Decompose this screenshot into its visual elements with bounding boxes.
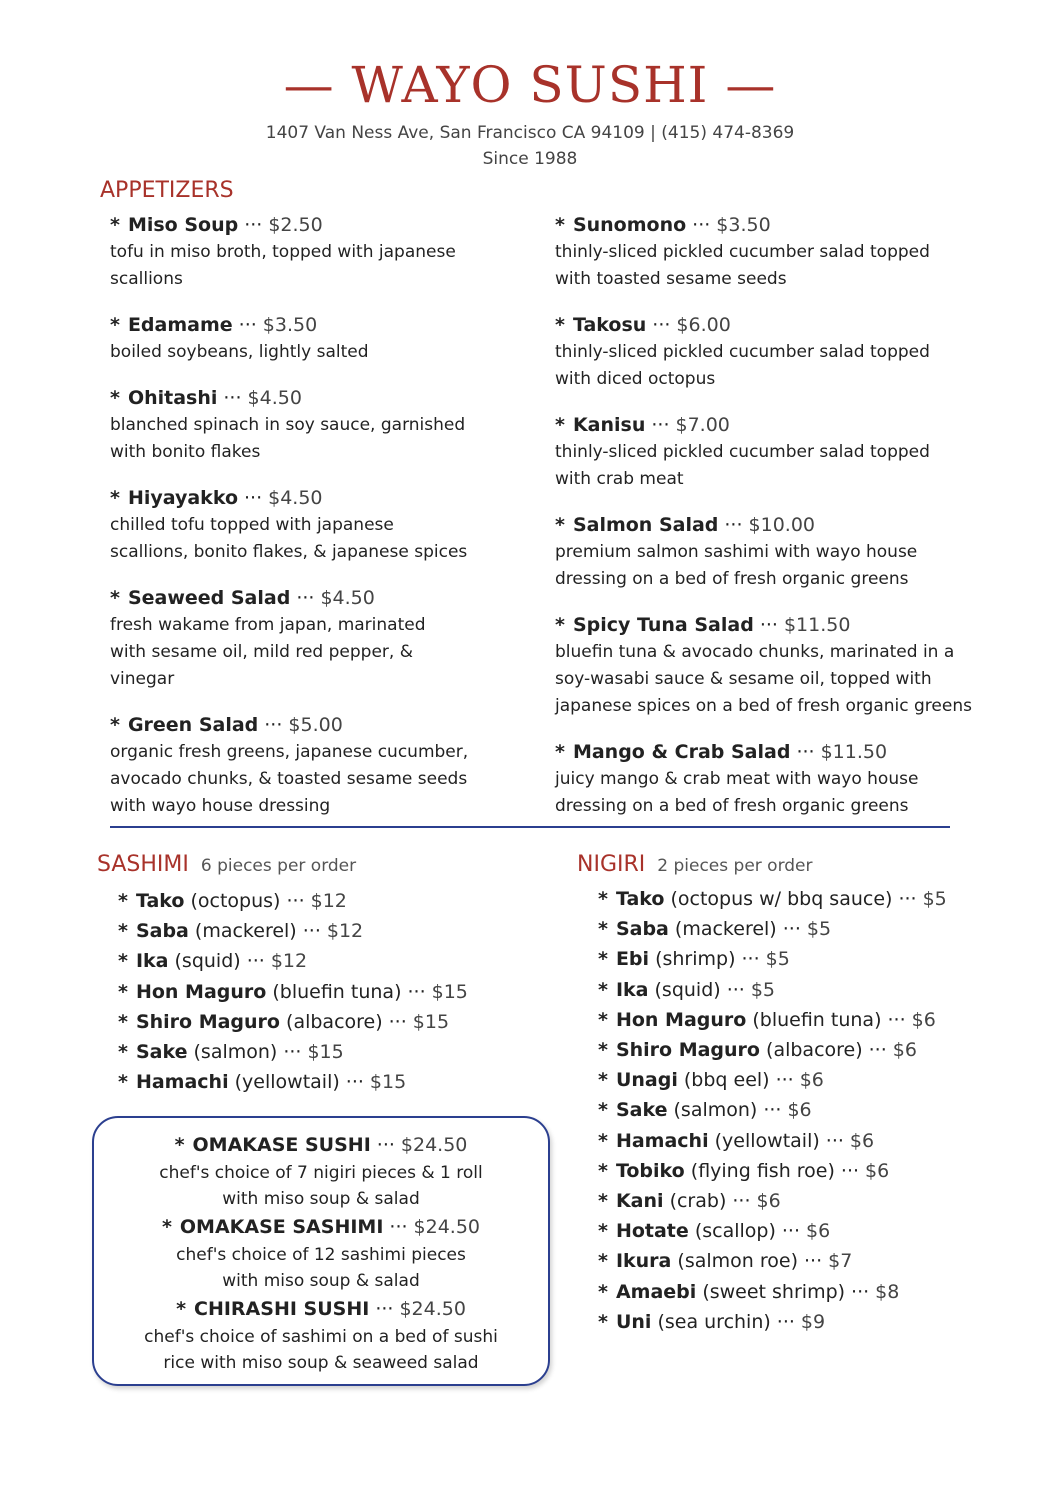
list-item-detail: (bluefin tuna) xyxy=(272,980,402,1003)
menu-item-description: bluefin tuna & avocado chunks, marinated in a soy-wasabi sauce & sesame oil, topped with japanese spices on a bed of fresh organic greens xyxy=(555,642,972,716)
dots-separator: ··· xyxy=(759,614,778,636)
star-icon: * xyxy=(598,1008,608,1031)
dots-separator: ··· xyxy=(376,1134,395,1156)
menu-item-title xyxy=(110,584,530,612)
dots-separator: ··· xyxy=(796,741,815,763)
menu-item-price: $11.50 xyxy=(783,614,851,636)
star-icon: * xyxy=(110,714,120,736)
menu-item-price: $5.00 xyxy=(288,714,343,736)
menu-item xyxy=(110,311,530,366)
list-item-price: $6 xyxy=(799,1069,824,1092)
dots-separator: ··· xyxy=(868,1039,887,1062)
menu-item-name: Kanisu xyxy=(572,414,646,436)
list-item-name: Kani xyxy=(615,1190,664,1213)
omakase-item-title xyxy=(94,1294,548,1324)
menu-item-description: blanched spinach in soy sauce, garnished with bonito flakes xyxy=(110,415,466,462)
menu-item xyxy=(555,411,975,493)
list-item-price: $5 xyxy=(765,948,790,971)
appetizers-right-column xyxy=(555,211,975,838)
dots-separator: ··· xyxy=(763,1099,782,1122)
list-item-name: Hotate xyxy=(615,1220,689,1243)
menu-item xyxy=(110,711,530,820)
list-item-name: Saba xyxy=(615,918,669,941)
restaurant-title: — WAYO SUSHI — xyxy=(283,56,777,114)
list-item xyxy=(598,1216,947,1246)
list-item-price: $8 xyxy=(875,1280,900,1303)
omakase-item-name: OMAKASE SASHIMI xyxy=(179,1216,384,1238)
star-icon: * xyxy=(110,314,120,336)
dots-separator: ··· xyxy=(238,314,257,336)
omakase-box xyxy=(92,1116,550,1386)
menu-item-description: chilled tofu topped with japanese scallions, bonito flakes, & japanese spices xyxy=(110,515,468,562)
appetizers-title: APPETIZERS xyxy=(100,178,234,203)
dots-separator: ··· xyxy=(782,918,801,941)
restaurant-since: Since 1988 xyxy=(482,149,578,169)
dots-separator: ··· xyxy=(302,920,321,943)
list-item-price: $7 xyxy=(828,1250,853,1273)
menu-item-price: $4.50 xyxy=(320,587,375,609)
menu-item-price: $4.50 xyxy=(268,487,323,509)
star-icon: * xyxy=(118,980,128,1003)
list-item-price: $5 xyxy=(750,978,775,1001)
list-item-detail: (yellowtail) xyxy=(714,1129,820,1152)
menu-item-price: $4.50 xyxy=(247,387,302,409)
list-item-detail: (shrimp) xyxy=(655,948,736,971)
star-icon: * xyxy=(110,387,120,409)
list-item-detail: (yellowtail) xyxy=(234,1071,340,1094)
menu-item-price: $3.50 xyxy=(262,314,318,336)
list-item-price: $5 xyxy=(806,918,832,941)
list-item-detail: (salmon) xyxy=(193,1041,278,1064)
menu-item-description: tofu in miso broth, topped with japanese scallions xyxy=(110,242,456,289)
menu-item xyxy=(555,211,975,293)
menu-item-description: thinly-sliced pickled cucumber salad topped with toasted sesame seeds xyxy=(555,242,930,289)
menu-item-description: thinly-sliced pickled cucumber salad topped with crab meat xyxy=(555,442,930,489)
list-item-detail: (salmon roe) xyxy=(677,1250,798,1273)
dots-separator: ··· xyxy=(375,1298,394,1320)
star-icon: * xyxy=(118,890,128,912)
menu-item-price: $11.50 xyxy=(820,741,888,763)
menu-item-name: Salmon Salad xyxy=(572,514,719,536)
list-item-price: $6 xyxy=(806,1220,831,1243)
list-item xyxy=(118,886,468,916)
star-icon: * xyxy=(118,950,128,973)
menu-item-price: $6.00 xyxy=(676,314,731,336)
list-item-price: $6 xyxy=(787,1099,812,1122)
menu-item-price: $3.50 xyxy=(716,214,771,236)
dots-separator: ··· xyxy=(781,1220,800,1243)
star-icon: * xyxy=(555,314,565,336)
menu-item xyxy=(110,484,530,566)
restaurant-address: 1407 Van Ness Ave, San Francisco CA 94109 | (415) 474-8369 xyxy=(265,123,795,143)
menu-item xyxy=(555,311,975,393)
menu-item-title xyxy=(555,311,975,339)
list-item xyxy=(118,977,468,1007)
list-item-detail: (scallop) xyxy=(694,1220,776,1243)
dots-separator: ··· xyxy=(840,1159,860,1182)
list-item xyxy=(598,884,947,914)
menu-item-name: Spicy Tuna Salad xyxy=(572,614,754,636)
list-item-price: $15 xyxy=(369,1071,407,1094)
list-item xyxy=(598,1065,947,1095)
dots-separator: ··· xyxy=(775,1069,794,1092)
appetizers-left-column xyxy=(110,211,530,838)
list-item-detail: (sea urchin) xyxy=(657,1310,771,1333)
list-item xyxy=(118,1007,468,1037)
list-item-name: Hamachi xyxy=(615,1129,709,1152)
star-icon: * xyxy=(110,487,120,509)
menu-item-description: premium salmon sashimi with wayo house dressing on a bed of fresh organic greens xyxy=(555,542,918,589)
menu-item-title xyxy=(555,611,975,639)
list-item xyxy=(598,1277,947,1307)
star-icon: * xyxy=(598,1069,608,1092)
star-icon: * xyxy=(555,614,565,636)
menu-item-title xyxy=(110,484,530,512)
list-item-detail: (bluefin tuna) xyxy=(752,1008,882,1031)
star-icon: * xyxy=(176,1298,187,1320)
list-item-price: $6 xyxy=(865,1159,890,1182)
list-item-detail: (flying fish roe) xyxy=(690,1159,835,1182)
menu-item xyxy=(110,211,530,293)
menu-item xyxy=(555,611,975,720)
list-item-price: $15 xyxy=(431,980,468,1003)
list-item-detail: (bbq eel) xyxy=(683,1069,770,1092)
list-item-name: Ikura xyxy=(615,1250,672,1273)
menu-item-price: $7.00 xyxy=(675,414,730,436)
dots-separator: ··· xyxy=(825,1129,844,1152)
sashimi-title: SASHIMI xyxy=(97,852,189,877)
menu-item-description: organic fresh greens, japanese cucumber, avocado chunks, & toasted sesame seeds with wayo house dressing xyxy=(110,742,469,816)
dots-separator: ··· xyxy=(652,314,671,336)
list-item-detail: (mackerel) xyxy=(674,918,777,941)
list-item-price: $15 xyxy=(307,1041,344,1064)
omakase-item-title xyxy=(94,1212,548,1242)
omakase-item-name: CHIRASHI SUSHI xyxy=(194,1298,370,1320)
menu-item-description: fresh wakame from japan, marinated with sesame oil, mild red pepper, & vinegar xyxy=(110,615,426,689)
menu-item-name: Green Salad xyxy=(127,714,259,736)
list-item xyxy=(598,1307,947,1337)
omakase-item-description: chef's choice of sashimi on a bed of sushi rice with miso soup & seaweed salad xyxy=(144,1327,498,1373)
list-item-name: Sake xyxy=(615,1099,668,1122)
dots-separator: ··· xyxy=(389,1216,408,1238)
menu-item-name: Takosu xyxy=(572,314,647,336)
list-item-price: $6 xyxy=(892,1039,917,1062)
menu-item-name: Mango & Crab Salad xyxy=(572,741,791,763)
nigiri-list xyxy=(598,884,947,1337)
star-icon: * xyxy=(598,978,608,1001)
list-item xyxy=(118,1067,468,1097)
omakase-item-price: $24.50 xyxy=(400,1134,468,1156)
list-item-name: Tobiko xyxy=(615,1159,685,1182)
star-icon: * xyxy=(555,514,565,536)
star-icon: * xyxy=(598,948,608,971)
list-item-price: $15 xyxy=(412,1010,450,1033)
list-item xyxy=(598,1126,947,1156)
menu-item-name: Sunomono xyxy=(572,214,687,236)
list-item-detail: (octopus) xyxy=(190,890,281,912)
list-item xyxy=(598,1095,947,1125)
menu-item-description: thinly-sliced pickled cucumber salad topped with diced octopus xyxy=(555,342,930,389)
star-icon: * xyxy=(161,1216,172,1238)
star-icon: * xyxy=(598,1250,608,1273)
list-item xyxy=(118,916,468,946)
star-icon: * xyxy=(555,414,565,436)
list-item-name: Saba xyxy=(135,920,189,943)
list-item-price: $6 xyxy=(911,1008,936,1031)
dots-separator: ··· xyxy=(776,1310,795,1333)
star-icon: * xyxy=(598,1129,608,1152)
menu-item-title xyxy=(110,211,530,239)
star-icon: * xyxy=(598,1039,608,1062)
menu-item-price: $2.50 xyxy=(268,214,323,236)
list-item-name: Tako xyxy=(135,890,185,912)
list-item-detail: (albacore) xyxy=(286,1010,383,1033)
dots-separator: ··· xyxy=(692,214,711,236)
list-item-name: Uni xyxy=(615,1310,652,1333)
menu-item-title xyxy=(555,411,975,439)
dots-separator: ··· xyxy=(283,1041,302,1064)
star-icon: * xyxy=(598,1220,608,1243)
list-item xyxy=(118,1037,468,1067)
sashimi-heading xyxy=(97,852,356,877)
menu-item-description: juicy mango & crab meat with wayo house dressing on a bed of fresh organic greens xyxy=(555,769,919,816)
dots-separator: ··· xyxy=(244,214,263,236)
menu-header xyxy=(0,50,1060,172)
menu-item-name: Seaweed Salad xyxy=(127,587,291,609)
star-icon: * xyxy=(598,918,608,941)
omakase-item-description: chef's choice of 12 sashimi pieces with miso soup & salad xyxy=(176,1245,466,1291)
list-item-name: Shiro Maguro xyxy=(135,1010,280,1033)
menu-item-name: Ohitashi xyxy=(127,387,218,409)
nigiri-note: 2 pieces per order xyxy=(657,856,813,876)
list-item-name: Hon Maguro xyxy=(135,980,267,1003)
omakase-item-title xyxy=(94,1130,548,1160)
star-icon: * xyxy=(598,888,608,910)
star-icon: * xyxy=(598,1159,608,1182)
list-item xyxy=(598,1186,947,1216)
star-icon: * xyxy=(598,1280,608,1303)
section-divider xyxy=(110,826,950,828)
dots-separator: ··· xyxy=(407,980,426,1003)
omakase-item-description: chef's choice of 7 nigiri pieces & 1 roll with miso soup & salad xyxy=(159,1163,483,1209)
menu-item-title xyxy=(555,211,975,239)
list-item-name: Ika xyxy=(135,950,169,973)
list-item-detail: (sweet shrimp) xyxy=(702,1280,846,1303)
dots-separator: ··· xyxy=(345,1071,364,1094)
dots-separator: ··· xyxy=(887,1008,906,1031)
list-item-name: Tako xyxy=(615,888,665,910)
dots-separator: ··· xyxy=(732,1190,751,1213)
list-item-price: $12 xyxy=(326,920,364,943)
menu-item-title xyxy=(110,384,530,412)
list-item-price: $9 xyxy=(800,1310,826,1333)
menu-item-name: Hiyayakko xyxy=(127,487,238,509)
sashimi-note: 6 pieces per order xyxy=(200,856,357,876)
nigiri-heading xyxy=(577,852,813,877)
omakase-item-name: OMAKASE SUSHI xyxy=(192,1134,371,1156)
dots-separator: ··· xyxy=(724,514,743,536)
list-item-name: Sake xyxy=(135,1041,188,1064)
star-icon: * xyxy=(598,1190,608,1213)
list-item-name: Shiro Maguro xyxy=(615,1039,760,1062)
list-item-price: $5 xyxy=(922,888,947,910)
star-icon: * xyxy=(118,1010,128,1033)
list-item-price: $6 xyxy=(756,1190,781,1213)
dots-separator: ··· xyxy=(246,950,265,973)
list-item-detail: (salmon) xyxy=(673,1099,758,1122)
list-item-name: Ika xyxy=(615,978,649,1001)
dots-separator: ··· xyxy=(244,487,263,509)
list-item-price: $12 xyxy=(270,950,308,973)
menu-item-name: Miso Soup xyxy=(127,214,239,236)
list-item-name: Unagi xyxy=(615,1069,678,1092)
omakase-item-price: $24.50 xyxy=(413,1216,481,1238)
menu-item-description: boiled soybeans, lightly salted xyxy=(110,342,369,362)
menu-item xyxy=(110,384,530,466)
dots-separator: ··· xyxy=(741,948,760,971)
sashimi-list xyxy=(118,886,468,1097)
star-icon: * xyxy=(118,920,128,943)
list-item xyxy=(598,975,947,1005)
dots-separator: ··· xyxy=(851,1280,870,1303)
list-item xyxy=(598,914,947,944)
star-icon: * xyxy=(598,1099,608,1122)
omakase-item-price: $24.50 xyxy=(399,1298,466,1320)
list-item-price: $12 xyxy=(310,890,347,912)
menu-item xyxy=(555,511,975,593)
list-item-name: Ebi xyxy=(615,948,650,971)
star-icon: * xyxy=(555,214,565,236)
list-item xyxy=(598,944,947,974)
star-icon: * xyxy=(118,1041,128,1064)
list-item xyxy=(598,1005,947,1035)
menu-item-title xyxy=(110,711,530,739)
list-item-name: Hamachi xyxy=(135,1071,229,1094)
dots-separator: ··· xyxy=(296,587,315,609)
dots-separator: ··· xyxy=(223,387,242,409)
list-item xyxy=(598,1035,947,1065)
star-icon: * xyxy=(118,1071,128,1094)
star-icon: * xyxy=(110,587,120,609)
menu-item-title xyxy=(555,738,975,766)
star-icon: * xyxy=(598,1310,608,1333)
menu-item-name: Edamame xyxy=(127,314,233,336)
star-icon: * xyxy=(555,741,565,763)
list-item-name: Amaebi xyxy=(615,1280,697,1303)
menu-item-price: $10.00 xyxy=(748,514,815,536)
list-item-name: Hon Maguro xyxy=(615,1008,747,1031)
dots-separator: ··· xyxy=(388,1010,407,1033)
dots-separator: ··· xyxy=(286,890,305,912)
dots-separator: ··· xyxy=(726,978,745,1001)
list-item-detail: (octopus w/ bbq sauce) xyxy=(670,888,893,910)
dots-separator: ··· xyxy=(651,414,670,436)
list-item xyxy=(598,1156,947,1186)
star-icon: * xyxy=(110,214,120,236)
list-item-detail: (albacore) xyxy=(766,1039,863,1062)
dots-separator: ··· xyxy=(804,1250,823,1273)
menu-item-title xyxy=(555,511,975,539)
menu-item xyxy=(555,738,975,820)
menu-item-title xyxy=(110,311,530,339)
menu-item xyxy=(110,584,530,693)
list-item-detail: (squid) xyxy=(654,978,721,1001)
dots-separator: ··· xyxy=(264,714,283,736)
list-item xyxy=(118,946,468,976)
list-item-price: $6 xyxy=(849,1129,875,1152)
nigiri-title: NIGIRI xyxy=(577,852,646,877)
list-item-detail: (crab) xyxy=(669,1190,727,1213)
list-item xyxy=(598,1246,947,1276)
list-item-detail: (mackerel) xyxy=(194,920,297,943)
star-icon: * xyxy=(174,1134,185,1156)
dots-separator: ··· xyxy=(898,888,917,910)
list-item-detail: (squid) xyxy=(174,950,241,973)
